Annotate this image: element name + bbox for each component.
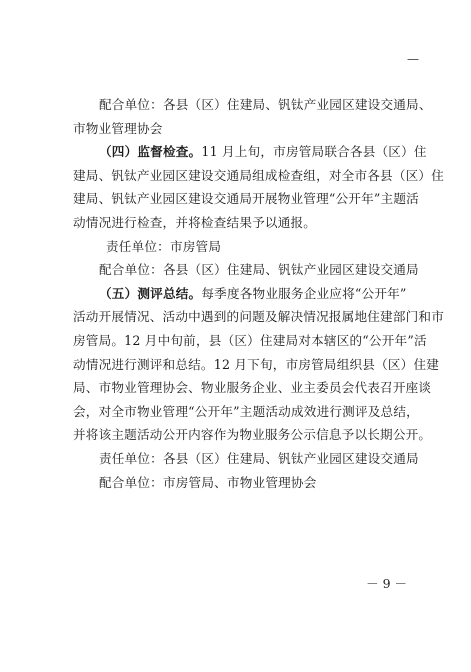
supervision-first-line xyxy=(73,140,427,164)
cooperating-units-line-2: 配合单位：各县（区）住建局、钒钛产业园区建设交通局 xyxy=(99,262,419,278)
cooperating-units-line: 配合单位：各县（区）住建局、钒钛产业园区建设交通局、 xyxy=(99,97,432,112)
cooperating-units-line-3: 配合单位：市房管局、市物业管理协会 xyxy=(99,474,317,490)
evaluation-line-6: 会，对全市物业管理“公开年”主题活动成效进行测评及总结， xyxy=(73,403,419,419)
document-body xyxy=(73,93,445,494)
evaluation-line-4: 动情况进行测评和总结。12 月下旬，市房管局组织县（区）住建 xyxy=(73,356,440,372)
cooperating-units-continuation: 市物业管理协会 xyxy=(73,120,163,136)
evaluation-line-7: 并将该主题活动公开内容作为物业服务公示信息予以长期公开。 xyxy=(73,427,432,443)
supervision-line-3: 建局、钒钛产业园区建设交通局开展物业管理“公开年”主题活 xyxy=(73,191,419,207)
section-heading-supervision: （四）监督检查。 xyxy=(99,144,202,160)
header-dash: — xyxy=(407,52,419,66)
evaluation-line-5: 局、市物业管理协会、物业服务企业、业主委员会代表召开座谈 xyxy=(73,380,432,396)
evaluation-line-3: 房管局。12 月中旬前，县（区）住建局对本辖区的“公开年”活 xyxy=(73,332,427,348)
supervision-line-2: 建局、钒钛产业园区建设交通局组成检查组，对全市各县（区）住 xyxy=(73,167,445,183)
responsible-unit-line-2: 责任单位：各县（区）住建局、钒钛产业园区建设交通局 xyxy=(99,450,419,466)
supervision-line-4: 动情况进行检查，并将检查结果予以通报。 xyxy=(73,214,317,230)
evaluation-line-2: 活动开展情况、活动中遇到的问题及解决情况报属地住建部门和市 xyxy=(73,309,445,325)
supervision-text: 11 月上旬，市房管局联合各县（区）住 xyxy=(201,144,427,160)
responsible-unit-line: 责任单位：市房管局 xyxy=(106,238,222,254)
evaluation-first-line xyxy=(73,282,413,306)
page-number: － 9 － xyxy=(366,576,407,591)
evaluation-text: 每季度各物业服务企业应将“公开年” xyxy=(201,285,407,301)
section-heading-evaluation: （五）测评总结。 xyxy=(99,285,202,301)
